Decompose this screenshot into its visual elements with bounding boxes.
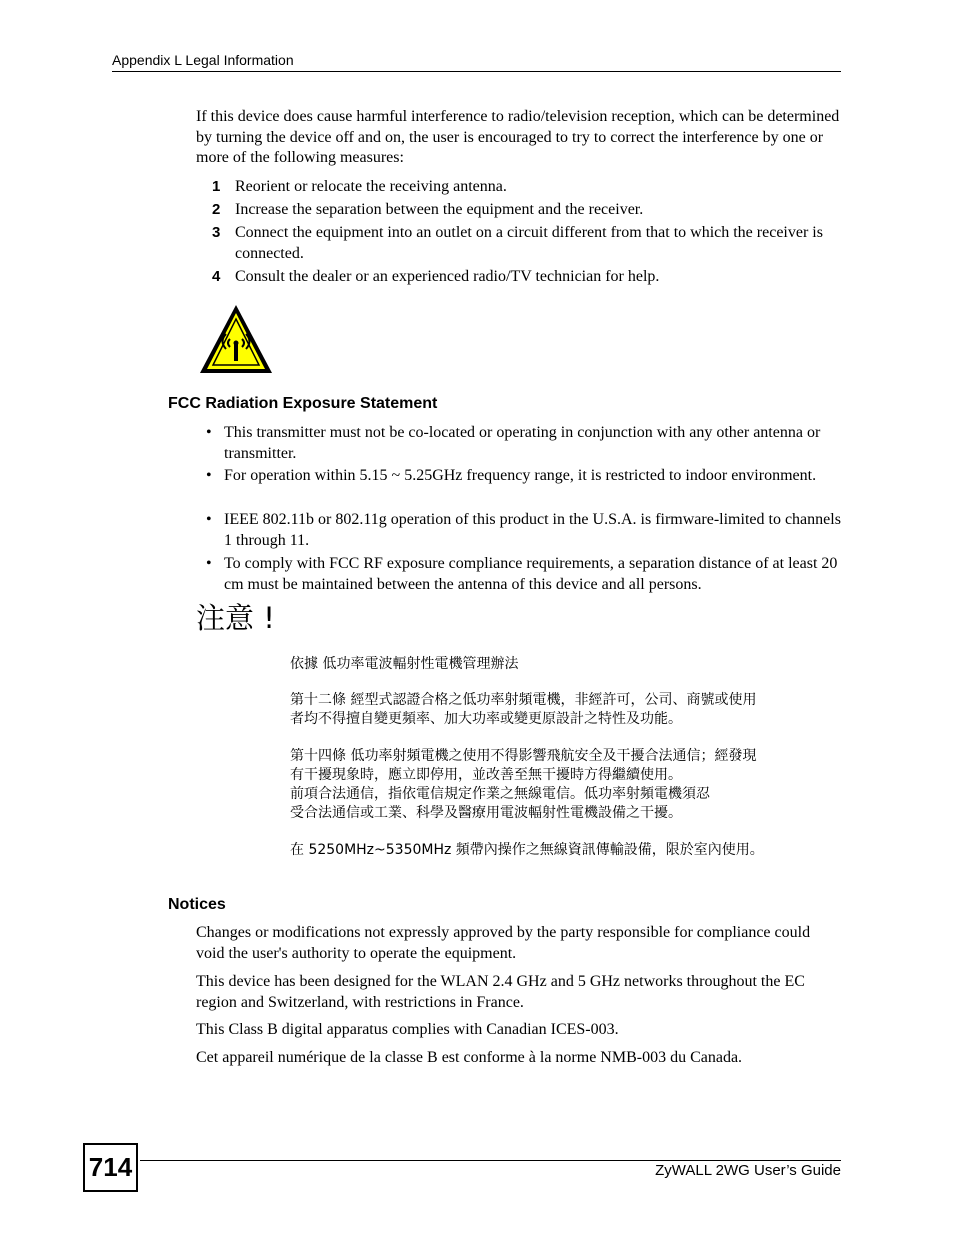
footer-rule [140,1160,841,1161]
bullet-marker: • [206,467,212,484]
bullet-marker: • [206,511,212,528]
notice-paragraph: This Class B digital apparatus complies with Canadian ICES-003. [196,1021,619,1038]
list-number: 2 [212,201,221,218]
bullet-text: For operation within 5.15 ~ 5.25GHz frequency range, it is restricted to indoor environment. [224,467,817,484]
taiwan-notice-line: 第十四條 低功率射頻電機之使用不得影響飛航安全及干擾合法通信；經發現 [290,748,757,764]
taiwan-notice-line: 依據 低功率電波輻射性電機管理辦法 [290,656,519,672]
bullet-text: IEEE 802.11b or 802.11g operation of this product in the U.S.A. is firmware-limited to channels 1 through 11. [224,511,841,549]
bullet-marker: • [206,424,212,441]
taiwan-notice-title: 注意 ! [196,601,275,635]
list-text: Consult the dealer or an experienced radio/TV technician for help. [235,268,660,285]
list-text: Connect the equipment into an outlet on a circuit different from that to which the receiver is connected. [235,224,823,262]
guide-title: ZyWALL 2WG User’s Guide [655,1162,841,1179]
list-number: 3 [212,224,221,241]
header-rule [112,71,841,72]
notice-paragraph: Changes or modifications not expressly approved by the party responsible for compliance could void the user's authority to operate the equipment. [196,924,811,962]
list-text: Increase the separation between the equipment and the receiver. [235,201,644,218]
taiwan-notice-line: 受合法通信或工業、科學及醫療用電波輻射性電機設備之干擾。 [290,805,682,821]
notice-paragraph: This device has been designed for the WLAN 2.4 GHz and 5 GHz networks throughout the EC region and Switzerland, with restrictions in France. [196,973,805,1011]
intro-paragraph: If this device does cause harmful interference to radio/television reception, which can be determined by turning the device off and on, the user is encouraged to try to correct the interference by one or more of the following measures: [196,108,840,166]
taiwan-notice-line: 在 5250MHz~5350MHz 頻帶內操作之無線資訊傳輸設備，限於室內使用。 [290,842,764,858]
running-header: Appendix L Legal Information [112,52,294,68]
page-number: 714 [83,1143,138,1192]
list-number: 4 [212,268,221,285]
list-number: 1 [212,178,221,195]
notice-paragraph: Cet appareil numérique de la classe B est conforme à la norme NMB-003 du Canada. [196,1049,743,1066]
bullet-text: This transmitter must not be co-located or operating in conjunction with any other antenna or transmitter. [224,424,821,462]
notices-heading: Notices [168,896,226,913]
bullet-text: To comply with FCC RF exposure compliance requirements, a separation distance of at least 20 cm must be maintained between the antenna of this device and all persons. [224,555,838,593]
fcc-heading: FCC Radiation Exposure Statement [168,395,438,412]
list-text: Reorient or relocate the receiving antenna. [235,178,507,195]
taiwan-notice-line: 者均不得擅自變更頻率、加大功率或變更原設計之特性及功能。 [290,711,682,727]
taiwan-notice-line: 第十二條 經型式認證合格之低功率射頻電機，非經許可，公司、商號或使用 [290,692,757,708]
taiwan-notice-line: 有干擾現象時，應立即停用，並改善至無干擾時方得繼續使用。 [290,767,682,783]
bullet-marker: • [206,555,212,572]
taiwan-notice-line: 前項合法通信，指依電信規定作業之無線電信。低功率射頻電機須忍 [290,786,710,802]
radiation-warning-icon [198,303,274,375]
